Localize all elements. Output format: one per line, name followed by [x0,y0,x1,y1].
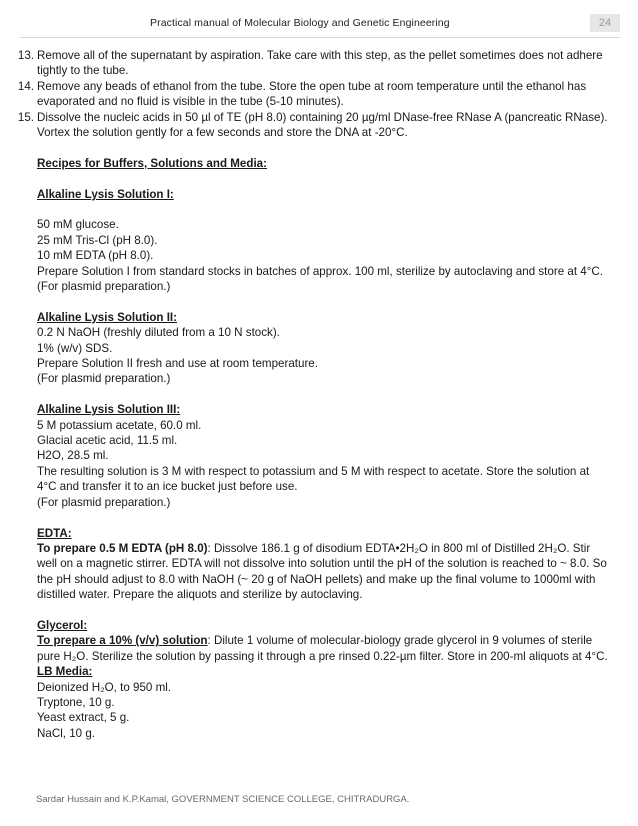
solution-2-line: (For plasmid preparation.) [37,372,171,386]
solution-1-line: 25 mM Tris-Cl (pH 8.0). [37,233,158,247]
step-text: Dissolve the nucleic acids in 50 µl of TE (pH 8.0) containing 20 µg/ml DNase-free RNase A (pancreatic RNase). Vortex the solution gently for a few seconds and store the DNA at -20°C. [37,110,608,140]
solution-2-line: 0.2 N NaOH (freshly diluted from a 10 N stock). [37,326,280,340]
solution-1-line: Prepare Solution I from standard stocks in batches of approx. 100 ml, sterilize by autoclaving and store at 4°C. [37,264,603,278]
glycerol-text: : Dilute 1 volume of molecular-biology grade glycerol in 9 volumes of sterile pure H₂O. Sterilize the solution by passing it through a pre rinsed 0.22-µm filter. Store in 200-ml aliquots at 4°C. [37,634,608,663]
step-text: Remove any beads of ethanol from the tube. Store the open tube at room temperature until the ethanol has evaporated and no fluid is visible in the tube (5-10 minutes). [37,79,587,109]
page-footer: Sardar Hussain and K.P.Kamal, GOVERNMENT SCIENCE COLLEGE, CHITRADURGA. [36,794,410,805]
lb-line: Deionized H₂O, to 950 ml. [37,680,172,694]
glycerol-title: Glycerol: [37,618,88,632]
step-14 [17,79,610,110]
glycerol-paragraph [37,633,610,664]
step-number: 14. [17,79,34,93]
edta-paragraph [37,541,610,603]
solution-3-line: Glacial acetic acid, 11.5 ml. [37,434,178,448]
step-number: 15. [17,110,34,124]
solution-3-line: The resulting solution is 3 M with respect to potassium and 5 M with respect to acetate. Store the solution at 4°C and transfer it to an ice bucket just before use. [37,464,590,494]
solution-1-line: (For plasmid preparation.) [37,280,171,294]
edta-title: EDTA: [37,526,72,540]
solution-2-title: Alkaline Lysis Solution II: [37,310,178,324]
solution-2-line: 1% (w/v) SDS. [37,341,113,355]
step-13 [17,48,610,79]
step-text: Remove all of the supernatant by aspiration. Take care with this step, as the pellet sometimes does not adhere tightly to the tube. [37,49,603,78]
solution-1-title: Alkaline Lysis Solution I: [37,187,174,201]
header-title: Practical manual of Molecular Biology and Genetic Engineering [150,17,450,29]
solution-3-line: H2O, 28.5 ml. [37,449,109,463]
solution-2-line: Prepare Solution II fresh and use at room temperature. [37,357,318,371]
lb-line: Yeast extract, 5 g. [37,711,130,725]
page-header [0,14,638,34]
step-15 [17,110,610,141]
lb-media-title: LB Media: [37,665,93,679]
lb-line: Tryptone, 10 g. [37,695,115,709]
recipes-heading: Recipes for Buffers, Solutions and Media: [37,156,267,170]
header-divider [20,37,620,38]
edta-lead: To prepare 0.5 M EDTA (pH 8.0) [37,541,208,555]
step-number: 13. [17,49,34,62]
solution-1-line: 10 mM EDTA (pH 8.0). [37,249,154,263]
solution-3-line: 5 M potassium acetate, 60.0 ml. [37,418,202,432]
glycerol-lead: To prepare a 10% (v/v) solution [37,634,208,648]
solution-1-line: 50 mM glucose. [37,218,119,232]
solution-3-line: (For plasmid preparation.) [37,495,171,509]
edta-text: : Dissolve 186.1 g of disodium EDTA•2H₂O in 800 ml of Distilled 2H₂O. Stir well on a magnetic stirrer. EDTA will not dissolve into solution until the pH of the solution is reached to ~ 8.0. So the pH should adjust to 8.0 with NaOH (~ 20 g of NaOH pellets) and make up the final volume to 1000ml with distilled water. Prepare the aliquots and sterilize by autoclaving. [37,541,607,602]
page-content [17,48,610,741]
page-number: 24 [590,14,620,32]
protocol-steps [17,48,610,140]
lb-line: NaCl, 10 g. [37,726,95,740]
solution-3-title: Alkaline Lysis Solution III: [37,403,181,417]
